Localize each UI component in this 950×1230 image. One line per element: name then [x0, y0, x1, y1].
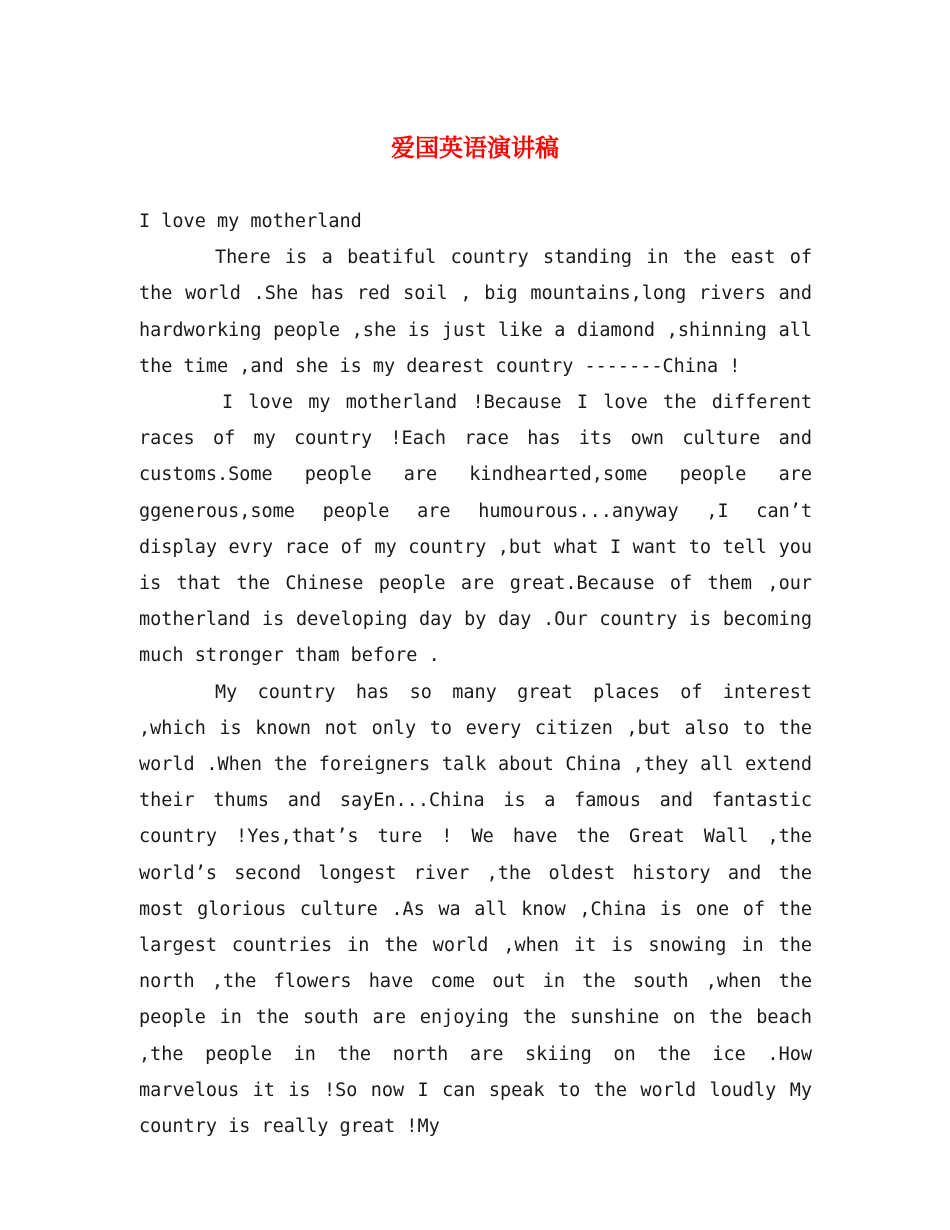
speech-title: I love my motherland — [139, 211, 362, 232]
document-title: 爱国英语演讲稿 — [391, 133, 559, 162]
paragraph-3: My country has so many great places of interest ,which is known not only to every citizen ,but also to the world .When the foreigners talk about China ,they all extend their thums and sayEn...China is a famous and fantastic country !Yes,that’s ture ! We have the Great Wall ,the world’s second longest river ,the oldest history and the most glorious culture .As wa all know ,China is one of the largest countries in the world ,when it is snowing in the north ,the flowers have come out in the south ,when the people in the south are enjoying the sunshine on the beach ,the people in the north are skiing on the ice .How marvelous it is !So now I can speak to the world loudly My country is really great !My — [139, 681, 812, 1138]
paragraph-2: I love my motherland !Because I love the different races of my country !Each race has its own culture and customs.Some people are kindhearted,some people are ggenerous,some people are humourous...anyway ,I can’t display evry race of my country ,but what I want to tell you is that the Chinese people are great.Because of them ,our motherland is developing day by day .Our country is becoming much stronger tham before . — [139, 392, 812, 667]
paragraph-1: There is a beatiful country standing in the east of the world .She has red soil , big mountains,long rivers and hardworking people ,she is just like a diamond ,shinning all the time ,and she is my dearest country -------China ! — [139, 247, 812, 377]
document-body — [139, 204, 812, 1145]
